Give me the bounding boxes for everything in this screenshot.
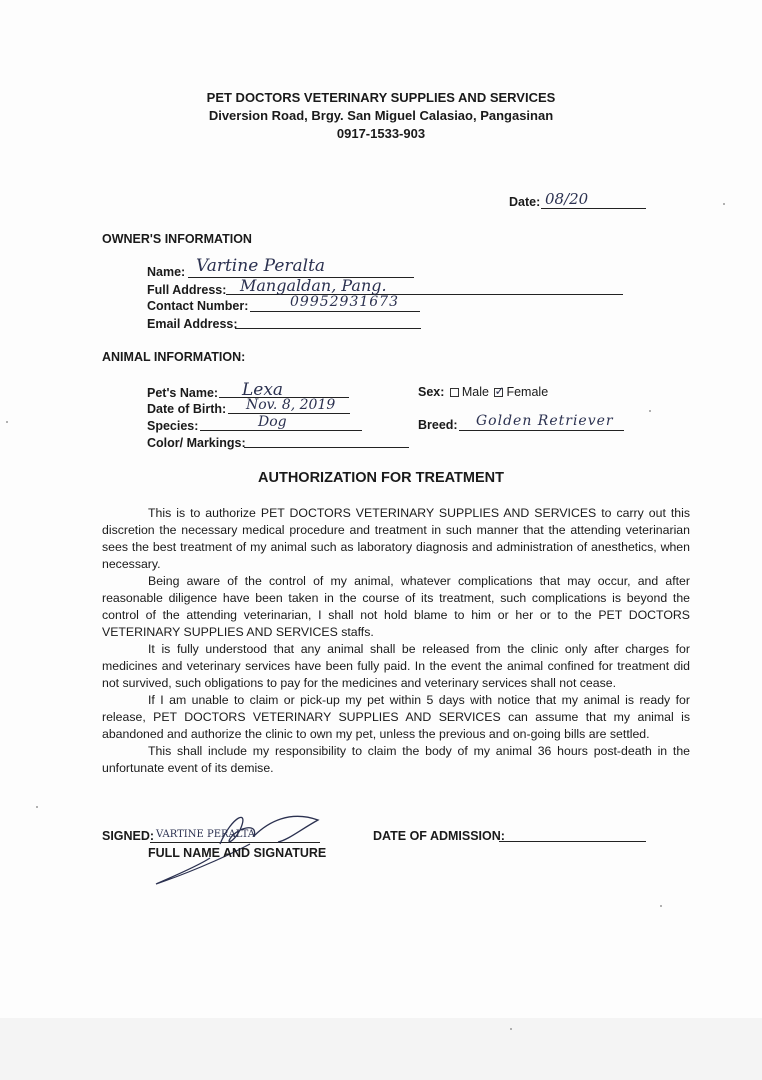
authorization-title: AUTHORIZATION FOR TREATMENT [258,470,504,486]
authorization-paragraph-2: Being aware of the control of my animal, whatever complications that may occur, and after reasonable diligence have been taken in the course of its treatment, such complications is beyond the control of the attending veterinarian, I shall not hold blame to him or her or to the PET DOCTORS VETERINARY SUPPLIES AND SERVICES staffs. [102,574,690,639]
scan-speck [660,905,662,907]
sex-row [418,385,548,399]
breed-line [459,430,624,431]
owner-section-title: OWNER'S INFORMATION [102,232,252,246]
owner-address-label: Full Address: [147,283,227,297]
date-line [541,208,646,209]
owner-email-line [235,328,421,329]
authorization-paragraph-1: This is to authorize PET DOCTORS VETERINARY SUPPLIES AND SERVICES to carry out this discretion the necessary medical procedure and treatment in such manner that the attending veterinarian sees the best treatment of my animal such as laboratory diagnosis and administration of anesthetics, when necessary. [102,506,690,571]
owner-contact-line [250,311,420,312]
breed-label: Breed: [418,418,458,432]
owner-email-label: Email Address: [147,317,238,331]
date-label: Date: [509,195,541,209]
pet-name-label: Pet's Name: [147,386,219,400]
animal-section-title: ANIMAL INFORMATION: [102,350,246,364]
authorization-paragraph-3: It is fully understood that any animal shall be released from the clinic only after charges for medicines and veterinary services have been fully paid. In the event the animal confined for treatment did not survived, such obligations to pay for the medicines and veterinary services shall not cease. [102,642,690,690]
checkmark-icon: ✓ [494,384,505,399]
signature-scribble-icon [150,802,340,888]
authorization-paragraph-4: If I am unable to claim or pick-up my pet within 5 days with notice that my animal is ready for release, PET DOCTORS VETERINARY SUPPLIES AND SERVICES can assume that my animal is abandoned and authorize the clinic to own my pet, unless the previous and on-going bills are settled. [102,693,690,741]
species-label: Species: [147,419,199,433]
pet-name-value[interactable]: Lexa [242,380,284,400]
sex-male-label: Male [461,385,489,399]
dob-line [228,413,350,414]
owner-name-label: Name: [147,265,186,279]
scan-speck [510,1028,512,1030]
species-value[interactable]: Dog [258,414,287,430]
company-name: PET DOCTORS VETERINARY SUPPLIES AND SERVICES [206,90,556,105]
species-line [200,430,362,431]
date-value[interactable]: 08/20 [545,190,589,208]
owner-contact-label: Contact Number: [147,299,249,313]
color-line [244,447,409,448]
sex-male-checkbox[interactable] [450,388,459,397]
authorization-paragraph-5: This shall include my responsibility to claim the body of my animal 36 hours post-death in the unfortunate event of its demise. [102,744,690,775]
scan-speck [649,410,651,412]
company-address: Diversion Road, Brgy. San Miguel Calasiao, Pangasinan [208,108,554,123]
color-label: Color/ Markings: [147,436,246,450]
admission-date-label: DATE OF ADMISSION: [373,829,505,843]
signature-caption: FULL NAME AND SIGNATURE [148,846,327,860]
company-phone: 0917-1533-903 [336,126,426,141]
sex-female-label: Female [506,385,549,399]
breed-value[interactable]: Golden Retriever [476,413,614,429]
scan-speck [36,806,38,808]
sex-label: Sex: [418,385,445,399]
scan-speck [6,421,8,423]
signed-label: SIGNED: [102,829,155,843]
admission-date-line [499,841,646,842]
owner-name-value[interactable]: Vartine Peralta [196,256,326,276]
scan-bottom-band [0,1018,762,1080]
scan-speck [723,203,725,205]
dob-label: Date of Birth: [147,402,227,416]
owner-address-value[interactable]: Mangaldan, Pang. [240,276,387,295]
owner-contact-value[interactable]: 09952931673 [290,294,399,310]
sex-female-checkbox[interactable] [494,384,505,399]
dob-value[interactable]: Nov. 8, 2019 [246,397,336,413]
signed-name-value[interactable]: VARTINE PERALTA [156,829,255,840]
